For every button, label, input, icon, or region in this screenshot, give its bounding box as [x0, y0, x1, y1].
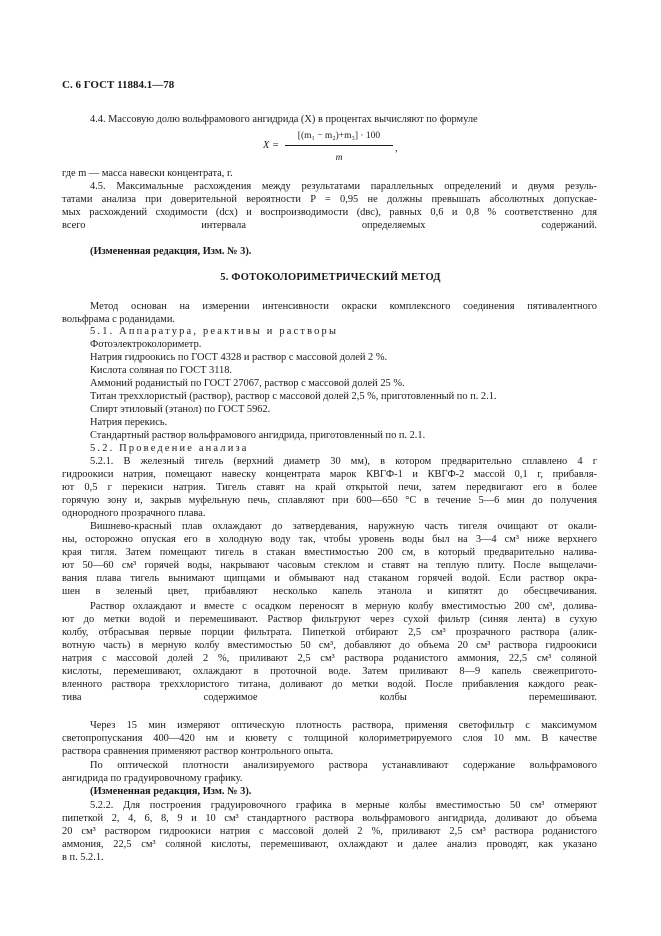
p45-line-4: всего интервала определяемых содержаний. [62, 220, 597, 231]
optical-line-2: ангидрида по градуировочному графику. [62, 773, 243, 784]
formula-comma: , [395, 143, 398, 154]
where-line: где m — масса навески концентрата, г. [62, 168, 233, 179]
cool-line-1: Раствор охлаждают и вместе с осадком переносят в мерную колбу вместимостью 200 см³, долива- [90, 601, 597, 612]
formula-lhs: X = [263, 140, 279, 151]
p522-line-1: 5.2.2. Для построения градуировочного графика в мерные колбы вместимостью 50 см³ отмеряют [90, 800, 597, 811]
reagent-6: Спирт этиловый (этанол) по ГОСТ 5962. [90, 404, 271, 415]
subsection-5-2: 5.2. Проведение анализа [90, 443, 249, 454]
melt-line-3: края тигля. Затем помещают тигель в стакан вместимостью 200 см, в который предварительно налива- [62, 547, 597, 558]
p45-line-2: татами анализа при доверительной вероятности P = 0,95 не должны превышать абсолютных допускае- [62, 194, 597, 205]
reagent-7: Натрия перекись. [90, 417, 168, 428]
cool-line-7: вленного раствора треххлористого титана, доливают до метки водой. После прибавления каждого реак- [62, 679, 597, 690]
paragraph-4-4: 4.4. Массовую долю вольфрамового ангидрида (X) в процентах вычисляют по формуле [90, 114, 478, 125]
cool-line-2: ют до метки водой и перемешивают. Раствор фильтруют через сухой фильтр (синяя лента) в сухую [62, 614, 597, 625]
p521-line-1: 5.2.1. В железный тигель (верхний диаметр 30 мм), в котором предварительно сплавлено 4 г [90, 456, 597, 467]
amendment-note-1: (Измененная редакция, Изм. № 3). [90, 246, 252, 257]
formula-numerator: [(m₁ − m₂)+m₃] · 100 [297, 131, 381, 141]
melt-line-6: шен в зеленый цвет, прибавляют несколько капель этанола и кипятят до обесцвечивания. [62, 586, 597, 597]
intro-line-2: вольфрама с роданидами. [62, 314, 176, 325]
p521-line-3: ют 0,5 г перекиси натрия. Тигель ставят на край открытой печи, затем передвигают его в более [62, 482, 597, 493]
reagent-4: Аммоний роданистый по ГОСТ 27067, раствор с массовой долей 25 %. [90, 378, 405, 389]
p521-line-4: горячую зону и, закрыв муфельную печь, сплавляют при 600—650 °С в течение 5—6 мин до получения [62, 495, 597, 506]
reagent-3: Кислота соляная по ГОСТ 3118. [90, 365, 233, 376]
fraction-bar [285, 145, 393, 146]
p522-line-2: пипеткой 2, 4, 6, 8, 9 и 10 см³ стандартного раствора вольфрамового ангидрида, доливают до объема [62, 813, 597, 824]
p45-line-3: мых расхождений сходимости (dсх) и воспроизводимости (dвс), равных 0,6 и 0,8 % соответственно для [62, 207, 597, 218]
optical-line-1: По оптической плотности анализируемого раствора устанавливают содержание вольфрамового [90, 760, 597, 771]
melt-line-2: ны, осторожно опуская его в холодную воду так, чтобы уровень воды был на 3—4 см³ ниже верхнего [62, 534, 597, 545]
measure-line-1: Через 15 мин измеряют оптическую плотность раствора, применяя светофильтр с максимумом [90, 720, 597, 731]
cool-line-8: тива содержимое колбы перемешивают. [62, 692, 597, 703]
cool-line-6: кислоты, перемешивают, охлаждают в проточной воде. Затем приливают 8—9 капель свежепригото- [62, 666, 597, 677]
melt-line-1: Вишнево-красный плав охлаждают до затвердевания, наружную часть тигеля очищают от окали- [90, 521, 597, 532]
p522-line-5: в п. 5.2.1. [62, 852, 104, 863]
p521-line-5: однородного прозрачного плава. [62, 508, 206, 519]
subsection-5-1: 5.1. Аппаратура, реактивы и растворы [90, 326, 339, 337]
melt-line-5: вания плава тигель вынимают щипцами и обмывают над стаканом горячей водой. Если раствор окра- [62, 573, 597, 584]
cool-line-5: натрия с массовой долей 2 %, приливают 2,5 см³ раствора роданистого аммония, 22,5 см³ соляной [62, 653, 597, 664]
measure-line-3: раствора сравнения применяют раствор контрольного опыта. [62, 746, 334, 757]
cool-line-4: вотную часть) в мерную колбу вместимостью 50 см³, добавляют до объема 20 см³ раствора гидроокиси [62, 640, 597, 651]
reagent-8: Стандартный раствор вольфрамового ангидрида, приготовленный по п. 2.1. [90, 430, 426, 441]
reagent-2: Натрия гидроокись по ГОСТ 4328 и раствор с массовой долей 2 %. [90, 352, 388, 363]
melt-line-4: ют 50—60 см³ горячей воды, накрывают часовым стеклом и ставят на теплую плиту. После выщелачи- [62, 560, 597, 571]
reagent-1: Фотоэлектроколориметр. [90, 339, 202, 350]
cool-line-3: колбу, отбрасывая первые порции фильтрата. Пипеткой отбирают 2,5 см³ прозрачного раствора (алик- [62, 627, 597, 638]
section-title: 5. ФОТОКОЛОРИМЕТРИЧЕСКИЙ МЕТОД [220, 272, 441, 283]
p45-line-1: 4.5. Максимальные расхождения между результатами параллельных определений и двумя резуль- [90, 181, 597, 192]
intro-line-1: Метод основан на измерении интенсивности окраски комплексного соединения пятивалентного [90, 301, 597, 312]
page-header: С. 6 ГОСТ 11884.1—78 [62, 79, 175, 91]
p522-line-3: 20 см³ раствором гидроокиси натрия с массовой долей 2 %, приливают 2,5 см³ раствора роданистого [62, 826, 597, 837]
p521-line-2: гидроокиси натрия, помещают навеску концентрата марок КВГФ-1 и КВГФ-2 массой 0,1 г, прибавля- [62, 469, 597, 480]
amendment-note-2: (Измененная редакция, Изм. № 3). [90, 786, 252, 797]
formula-denominator: m [335, 153, 343, 163]
p522-line-4: аммония, 22,5 см³ соляной кислоты, перемешивают, охлаждают и далее анализ проводят, как указано [62, 839, 597, 850]
reagent-5: Титан треххлористый (раствор), раствор с массовой долей 2,5 %, приготовленный по п. 2.1. [90, 391, 497, 402]
measure-line-2: светопропускания 400—420 нм и кювету с толщиной колориметрируемого слоя 10 мм. В качестве [62, 733, 597, 744]
